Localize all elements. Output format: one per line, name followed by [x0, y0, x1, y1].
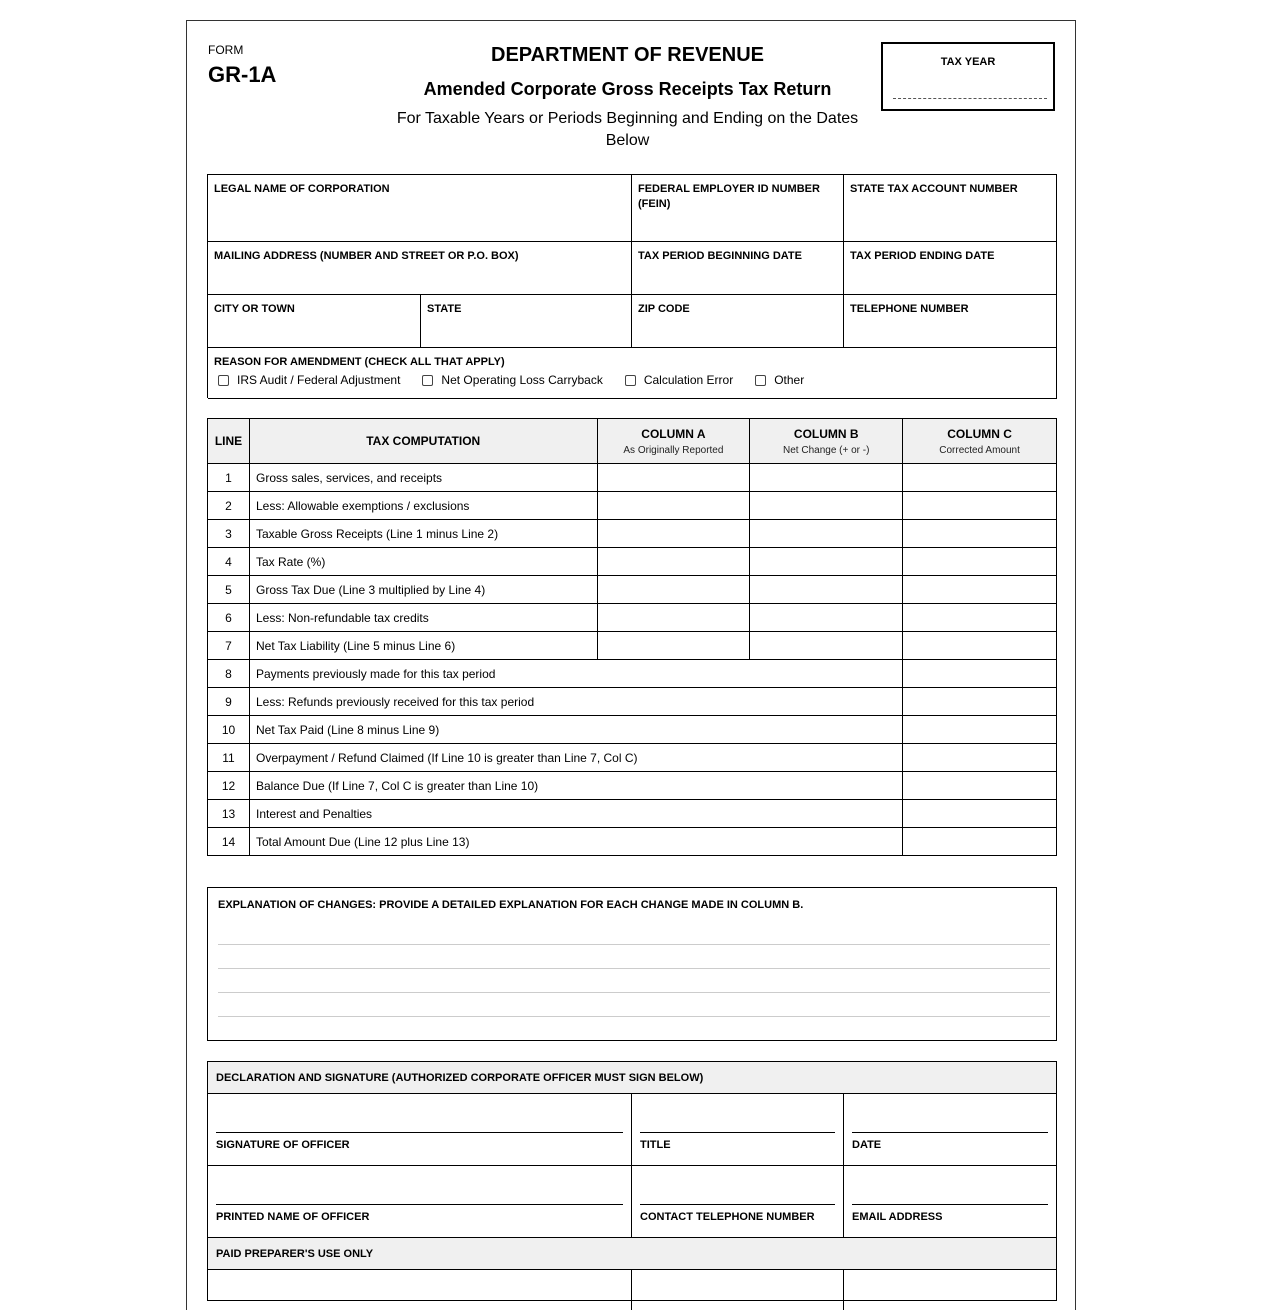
preparer-cell[interactable]	[632, 1270, 844, 1310]
line-number: 7	[208, 632, 250, 660]
line-number: 1	[208, 464, 250, 492]
signature-label: SIGNATURE OF OFFICER	[216, 1139, 350, 1151]
column-b-input[interactable]	[750, 548, 903, 576]
table-row	[208, 576, 1057, 604]
col-b-subtitle: Net Change (+ or -)	[783, 444, 870, 456]
column-c-input[interactable]	[903, 464, 1057, 492]
col-a-header	[597, 419, 750, 464]
line-description: Net Tax Liability (Line 5 minus Line 6)	[249, 632, 597, 660]
table-row	[208, 716, 1057, 744]
line-number: 10	[208, 716, 250, 744]
column-c-input[interactable]	[903, 632, 1057, 660]
line-number: 8	[208, 660, 250, 688]
form-label: FORM	[208, 43, 244, 57]
reason-nol[interactable]	[422, 373, 602, 387]
checkbox-icon[interactable]	[422, 375, 433, 386]
preparer-heading: PAID PREPARER'S USE ONLY	[208, 1238, 1056, 1270]
tax-year-box[interactable]	[881, 42, 1055, 111]
period-begin-field[interactable]: TAX PERIOD BEGINNING DATE	[632, 242, 844, 295]
line-description: Gross sales, services, and receipts	[249, 464, 597, 492]
column-a-input[interactable]	[597, 576, 750, 604]
column-a-input[interactable]	[597, 548, 750, 576]
checkbox-icon[interactable]	[218, 375, 229, 386]
explanation-line	[218, 1016, 1050, 1017]
line-description: Total Amount Due (Line 12 plus Line 13)	[249, 828, 902, 856]
reason-label: Other	[774, 373, 805, 387]
state-account-field[interactable]: STATE TAX ACCOUNT NUMBER	[844, 175, 1057, 242]
line-number: 14	[208, 828, 250, 856]
form-description: For Taxable Years or Periods Beginning and Ending on the Dates Below	[396, 110, 859, 149]
checkbox-icon[interactable]	[625, 375, 636, 386]
mailing-address-field[interactable]: MAILING ADDRESS (NUMBER AND STREET OR P.O. BOX)	[208, 242, 632, 295]
line-description: Tax Rate (%)	[249, 548, 597, 576]
col-c-title: COLUMN C	[947, 426, 1012, 441]
period-end-field[interactable]: TAX PERIOD ENDING DATE	[844, 242, 1057, 295]
explanation-line	[218, 968, 1050, 969]
department-title: DEPARTMENT OF REVENUE	[491, 44, 764, 66]
col-line-header: LINE	[208, 419, 250, 464]
signature-line	[216, 1132, 623, 1133]
column-a-input[interactable]	[597, 632, 750, 660]
table-row	[208, 548, 1057, 576]
column-c-input[interactable]	[903, 604, 1057, 632]
reason-irs[interactable]	[218, 373, 400, 387]
column-a-input[interactable]	[597, 604, 750, 632]
line-number: 2	[208, 492, 250, 520]
explanation-heading: EXPLANATION OF CHANGES: PROVIDE A DETAILED EXPLANATION FOR EACH CHANGE MADE IN COLUMN B.	[218, 899, 804, 911]
reason-other[interactable]	[755, 373, 804, 387]
line-description: Overpayment / Refund Claimed (If Line 10 is greater than Line 7, Col C)	[249, 744, 902, 772]
line-description: Payments previously made for this tax period	[249, 660, 902, 688]
preparer-cell[interactable]	[208, 1270, 632, 1310]
title-line	[640, 1132, 835, 1133]
line-number: 11	[208, 744, 250, 772]
column-c-input[interactable]	[903, 716, 1057, 744]
column-c-input[interactable]	[903, 520, 1057, 548]
signature-field[interactable]	[208, 1094, 632, 1166]
line-description: Less: Allowable exemptions / exclusions	[249, 492, 597, 520]
table-row	[208, 520, 1057, 548]
printed-name-line	[216, 1204, 623, 1205]
tax-year-line	[893, 98, 1047, 99]
column-c-input[interactable]	[903, 744, 1057, 772]
col-b-header	[750, 419, 903, 464]
table-row	[208, 688, 1057, 716]
state-field[interactable]: STATE	[421, 295, 632, 348]
table-row	[208, 492, 1057, 520]
explanation-line	[218, 992, 1050, 993]
column-b-input[interactable]	[750, 604, 903, 632]
contact-phone-label: CONTACT TELEPHONE NUMBER	[640, 1211, 815, 1223]
column-c-input[interactable]	[903, 800, 1057, 828]
column-c-input[interactable]	[903, 548, 1057, 576]
zip-field[interactable]: ZIP CODE	[632, 295, 844, 348]
form-title: Amended Corporate Gross Receipts Tax Return	[423, 79, 832, 99]
explanation-section[interactable]	[207, 887, 1057, 1041]
table-row	[208, 800, 1057, 828]
column-b-input[interactable]	[750, 492, 903, 520]
column-b-input[interactable]	[750, 576, 903, 604]
table-row	[208, 772, 1057, 800]
table-row	[208, 828, 1057, 856]
city-field[interactable]: CITY OR TOWN	[208, 295, 421, 348]
reason-label: Net Operating Loss Carryback	[441, 373, 603, 387]
column-b-input[interactable]	[750, 464, 903, 492]
line-number: 9	[208, 688, 250, 716]
line-number: 12	[208, 772, 250, 800]
line-description: Balance Due (If Line 7, Col C is greater than Line 10)	[249, 772, 902, 800]
column-c-input[interactable]	[903, 828, 1057, 856]
line-description: Gross Tax Due (Line 3 multiplied by Line 4)	[249, 576, 597, 604]
fein-field[interactable]: FEDERAL EMPLOYER ID NUMBER (FEIN)	[632, 175, 844, 242]
explanation-line	[218, 944, 1050, 945]
printed-name-label: PRINTED NAME OF OFFICER	[216, 1211, 370, 1223]
line-description: Interest and Penalties	[249, 800, 902, 828]
email-label: EMAIL ADDRESS	[852, 1211, 943, 1223]
line-description: Less: Refunds previously received for this tax period	[249, 688, 902, 716]
tax-year-label: TAX YEAR	[940, 56, 996, 68]
contact-phone-line	[640, 1204, 835, 1205]
reason-checkboxes	[218, 373, 826, 387]
title-label: TITLE	[640, 1139, 671, 1151]
form-number: GR-1A	[208, 62, 277, 87]
reason-label: Calculation Error	[643, 373, 734, 387]
reason-calc-error[interactable]	[625, 373, 733, 387]
tax-computation-table	[207, 418, 1057, 856]
title-field[interactable]	[632, 1094, 844, 1166]
col-a-title: COLUMN A	[641, 426, 706, 441]
table-row	[208, 744, 1057, 772]
declaration-heading: DECLARATION AND SIGNATURE (AUTHORIZED CORPORATE OFFICER MUST SIGN BELOW)	[208, 1062, 1056, 1094]
telephone-field[interactable]: TELEPHONE NUMBER	[844, 295, 1057, 348]
line-description: Less: Non-refundable tax credits	[249, 604, 597, 632]
line-description: Taxable Gross Receipts (Line 1 minus Line 2)	[249, 520, 597, 548]
column-a-input[interactable]	[597, 464, 750, 492]
table-row	[208, 464, 1057, 492]
col-a-subtitle: As Originally Reported	[623, 444, 724, 456]
line-description: Net Tax Paid (Line 8 minus Line 9)	[249, 716, 902, 744]
table-body	[208, 464, 1057, 856]
date-label: DATE	[852, 1139, 882, 1151]
column-a-input[interactable]	[597, 492, 750, 520]
legal-name-field[interactable]: LEGAL NAME OF CORPORATION	[208, 175, 632, 242]
date-field[interactable]	[844, 1094, 1056, 1166]
column-a-input[interactable]	[597, 520, 750, 548]
line-number: 6	[208, 604, 250, 632]
reason-label: IRS Audit / Federal Adjustment	[237, 373, 401, 387]
column-b-input[interactable]	[750, 632, 903, 660]
table-row	[208, 604, 1057, 632]
table-row	[208, 660, 1057, 688]
checkbox-icon[interactable]	[755, 375, 766, 386]
column-c-input[interactable]	[903, 688, 1057, 716]
date-line	[852, 1132, 1048, 1133]
line-number: 13	[208, 800, 250, 828]
column-c-input[interactable]	[903, 492, 1057, 520]
line-number: 4	[208, 548, 250, 576]
line-number: 3	[208, 520, 250, 548]
column-b-input[interactable]	[750, 520, 903, 548]
email-field[interactable]	[844, 1166, 1056, 1238]
declaration-section	[207, 1061, 1057, 1301]
col-c-header	[903, 419, 1057, 464]
col-computation-header: TAX COMPUTATION	[249, 419, 597, 464]
info-section	[207, 174, 1057, 398]
col-b-title: COLUMN B	[793, 426, 859, 441]
printed-name-field[interactable]	[208, 1166, 632, 1238]
table-row	[208, 632, 1057, 660]
email-line	[852, 1204, 1048, 1205]
column-c-input[interactable]	[903, 660, 1057, 688]
line-number: 5	[208, 576, 250, 604]
col-c-subtitle: Corrected Amount	[939, 444, 1020, 456]
column-c-input[interactable]	[903, 576, 1057, 604]
reason-section: REASON FOR AMENDMENT (CHECK ALL THAT APPLY)	[208, 348, 1057, 399]
column-c-input[interactable]	[903, 772, 1057, 800]
contact-phone-field[interactable]	[632, 1166, 844, 1238]
